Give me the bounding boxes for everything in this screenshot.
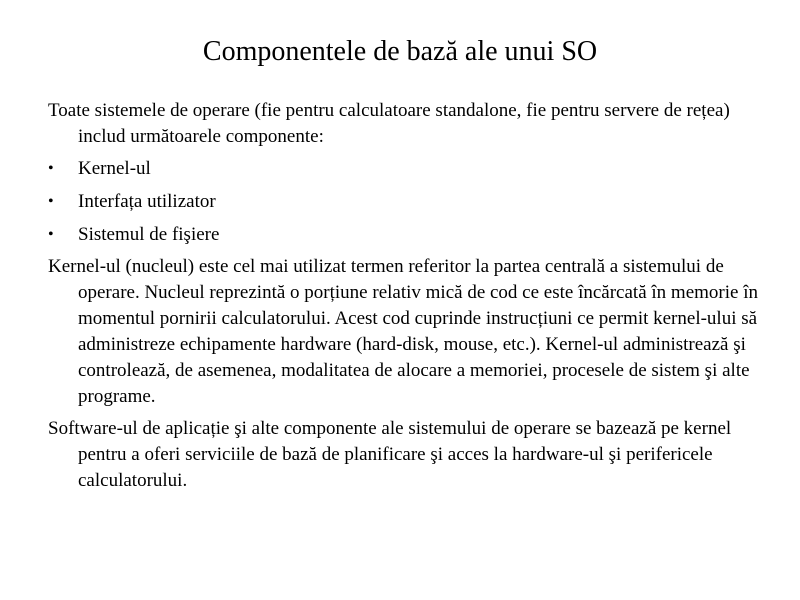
bullet-item-interface — [48, 189, 768, 215]
bullet-text: Interfața utilizator — [78, 191, 216, 212]
bullet-item-filesystem — [48, 222, 768, 248]
intro-paragraph: Toate sistemele de operare (fie pentru calculatoare standalone, fie pentru servere de rețea) includ următoarele componente: — [48, 100, 730, 147]
slide-title: Componentele de bază ale unui SO — [202, 36, 598, 67]
bullet-marker: • — [48, 193, 54, 210]
bullet-marker: • — [48, 226, 54, 243]
software-paragraph: Software-ul de aplicație şi alte componente ale sistemului de operare se bazează pe kernel pentru a oferi serviciile de bază de planificare şi acces la hardware-ul şi perifericele calculatorului. — [48, 418, 732, 491]
kernel-paragraph: Kernel-ul (nucleul) este cel mai utilizat termen referitor la partea centrală a sistemului de operare. Nucleul reprezintă o porțiune relativ mică de cod ce este încărcată în memorie în momentul pornirii calculatorului. Acest cod cuprinde instrucțiuni ce permit kernel-ului să administreze echipamente hardware (hard-disk, mouse, etc.). Kernel-ul administrează şi controlează, de asemenea, modalitatea de alocare a memoriei, procesele de sistem şi alte programe. — [48, 256, 758, 407]
bullet-item-kernel — [48, 156, 768, 182]
slide-body — [48, 98, 768, 494]
bullet-text: Sistemul de fişiere — [78, 224, 220, 245]
bullet-text: Kernel-ul — [78, 158, 151, 179]
bullet-marker: • — [48, 160, 54, 177]
